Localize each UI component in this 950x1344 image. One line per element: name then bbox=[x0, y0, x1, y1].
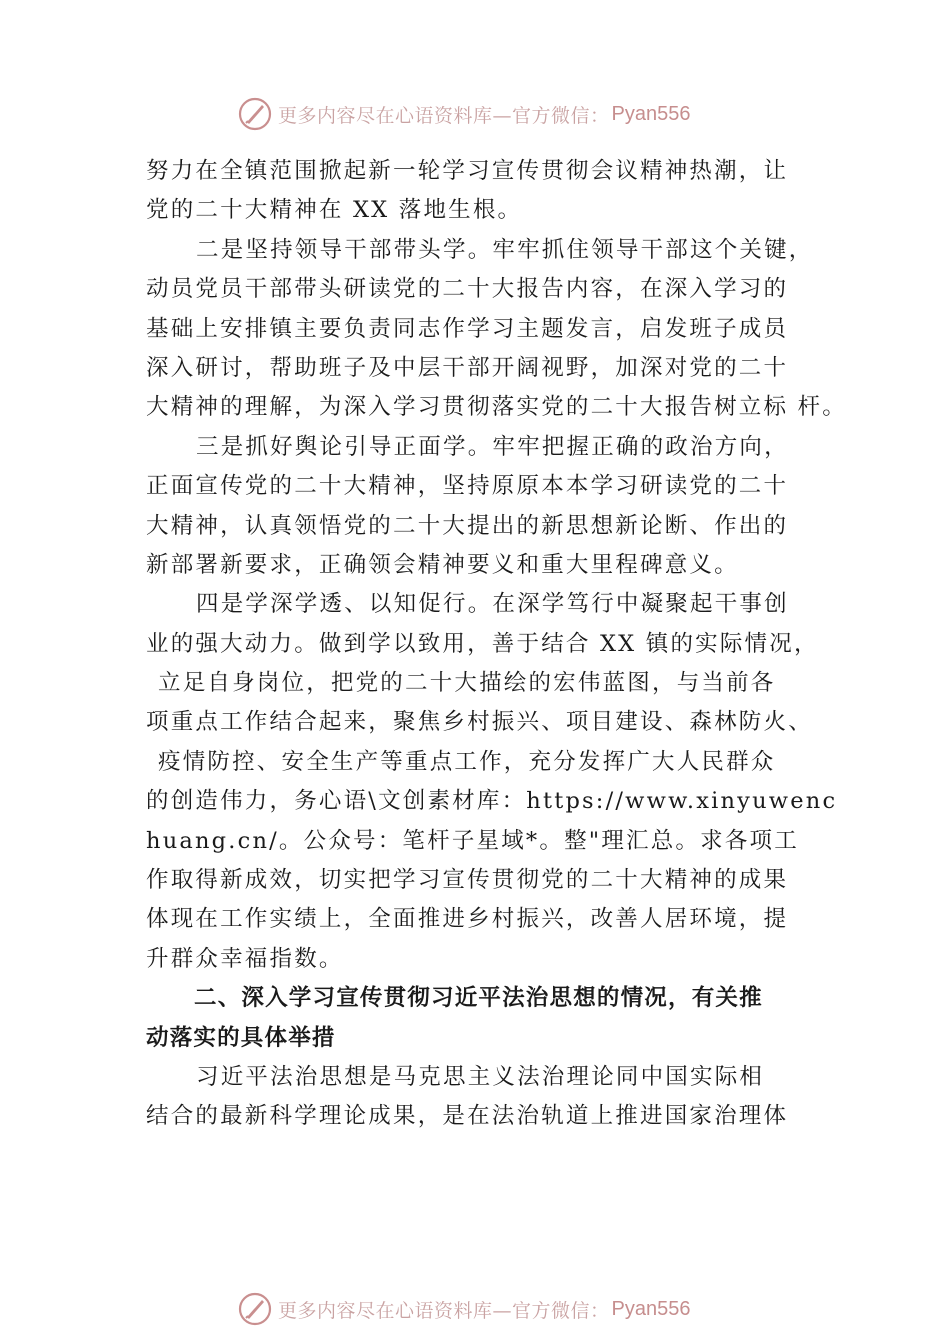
paragraph-line: 大精神，认真领悟党的二十大提出的新思想新论断、作出的 bbox=[146, 512, 789, 539]
paragraph-line: 的创造伟力，务心语\文创素材库：https://www.xinyuwenc bbox=[146, 788, 838, 815]
paragraph-line: 深入研讨，帮助班子及中层干部开阔视野，加深对党的二十 bbox=[146, 354, 789, 381]
paragraph-line: 党的二十大精神在 XX 落地生根。 bbox=[146, 197, 523, 224]
paragraph-line: 立足自身岗位，把党的二十大描绘的宏伟蓝图，与当前各 bbox=[158, 670, 776, 697]
paragraph-line: huang.cn/。公众号：笔杆子星域*。整"理汇总。求各项工 bbox=[146, 827, 799, 854]
document-body bbox=[146, 152, 846, 1137]
paragraph-line: 升群众幸福指数。 bbox=[146, 945, 344, 972]
watermark-text: 更多内容尽在心语资料库—官方微信： bbox=[278, 104, 610, 127]
section-heading: 动落实的具体举措 bbox=[146, 1024, 336, 1051]
paragraph-line: 疫情防控、安全生产等重点工作，充分发挥广大人民群众 bbox=[158, 748, 776, 775]
watermark-wechat-id: Pyan556 bbox=[611, 102, 691, 125]
watermark-header bbox=[238, 96, 738, 132]
watermark-footer bbox=[238, 1291, 738, 1327]
paragraph-line: 业的强大动力。做到学以致用，善于结合 XX 镇的实际情况， bbox=[146, 630, 819, 657]
paragraph-line: 作取得新成效，切实把学习宣传贯彻党的二十大精神的成果 bbox=[146, 867, 789, 894]
paragraph-line: 体现在工作实绩上，全面推进乡村振兴，改善人居环境，提 bbox=[146, 906, 789, 933]
paragraph-line: 新部署新要求，正确领会精神要义和重大里程碑意义。 bbox=[146, 551, 739, 578]
paragraph-line: 项重点工作结合起来，聚焦乡村振兴、项目建设、森林防火、 bbox=[146, 709, 813, 736]
paragraph-line: 三是抓好舆论引导正面学。牢牢把握正确的政治方向， bbox=[196, 433, 789, 460]
quill-logo-icon bbox=[238, 97, 272, 131]
paragraph-line: 结合的最新科学理论成果，是在法治轨道上推进国家治理体 bbox=[146, 1103, 789, 1130]
quill-logo-icon bbox=[238, 1292, 272, 1326]
watermark-text: 更多内容尽在心语资料库—官方微信： bbox=[278, 1299, 610, 1322]
paragraph-line: 四是学深学透、以知促行。在深学笃行中凝聚起干事创 bbox=[196, 591, 789, 618]
paragraph-line: 大精神的理解，为深入学习贯彻落实党的二十大报告树立标 杆。 bbox=[146, 394, 847, 421]
watermark-wechat-id: Pyan556 bbox=[611, 1297, 691, 1320]
paragraph-line: 正面宣传党的二十大精神，坚持原原本本学习研读党的二十 bbox=[146, 473, 789, 500]
paragraph-line: 二是坚持领导干部带头学。牢牢抓住领导干部这个关键， bbox=[196, 236, 814, 263]
section-heading: 二、深入学习宣传贯彻习近平法治思想的情况，有关推 bbox=[194, 985, 763, 1012]
paragraph-line: 动员党员干部带头研读党的二十大报告内容，在深入学习的 bbox=[146, 276, 789, 303]
paragraph-line: 基础上安排镇主要负责同志作学习主题发言，启发班子成员 bbox=[146, 315, 789, 342]
paragraph-line: 习近平法治思想是马克思主义法治理论同中国实际相 bbox=[196, 1063, 765, 1090]
paragraph-line: 努力在全镇范围掀起新一轮学习宣传贯彻会议精神热潮，让 bbox=[146, 158, 789, 184]
